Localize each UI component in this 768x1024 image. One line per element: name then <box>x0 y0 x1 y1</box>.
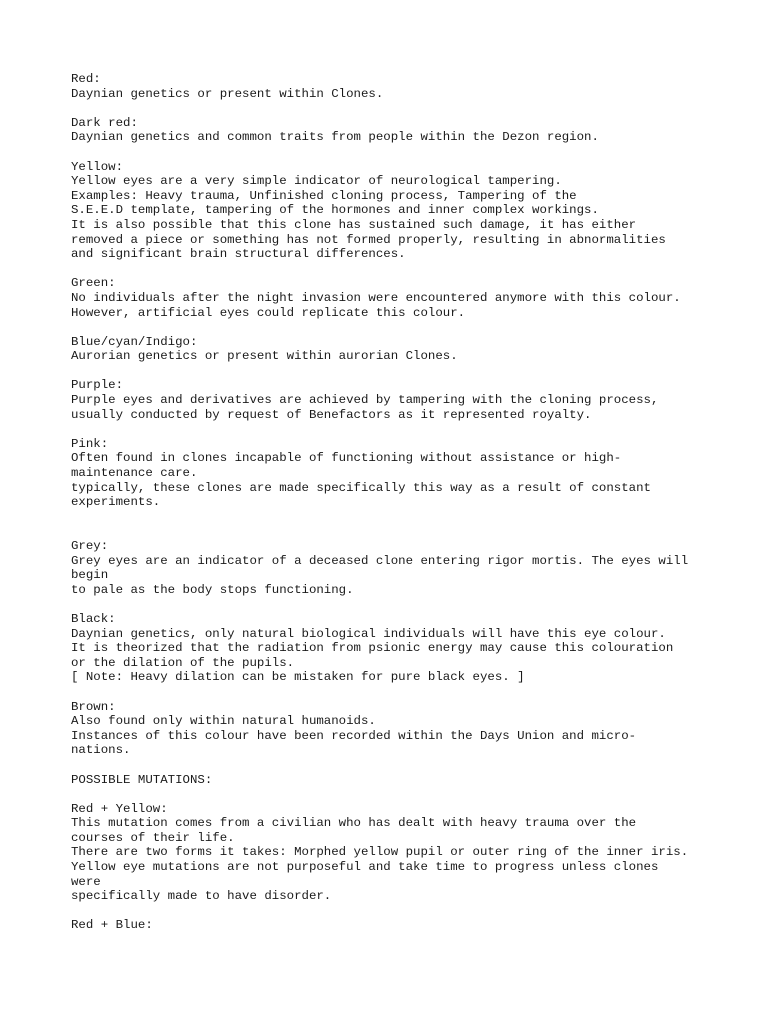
text-line: Yellow eyes are a very simple indicator of neurological tampering. <box>71 174 562 189</box>
text-line <box>71 262 731 277</box>
text-line: begin <box>71 568 109 583</box>
text-line: Also found only within natural humanoids. <box>71 714 376 729</box>
text-line: were <box>71 874 101 889</box>
text-line: [ Note: Heavy dilation can be mistaken for pure black eyes. ] <box>71 670 525 685</box>
text-line <box>71 510 731 525</box>
text-line: Green: <box>71 276 116 291</box>
text-line: Red + Blue: <box>71 918 153 933</box>
text-line: Brown: <box>71 699 116 714</box>
text-line: Purple eyes and derivatives are achieved by tampering with the cloning process, <box>71 393 659 408</box>
text-line: Often found in clones incapable of functioning without assistance or high- <box>71 451 622 466</box>
text-line: Pink: <box>71 436 109 451</box>
text-line: Daynian genetics or present within Clones. <box>71 86 384 101</box>
text-line <box>71 320 731 335</box>
text-line: Dark red: <box>71 115 138 130</box>
text-line <box>71 364 731 379</box>
text-line: typically, these clones are made specifically this way as a result of constant <box>71 480 651 495</box>
text-line: Purple: <box>71 378 124 393</box>
text-line: Yellow eye mutations are not purposeful and take time to progress unless clones <box>71 860 659 875</box>
text-line: This mutation comes from a civilian who has dealt with heavy trauma over the <box>71 816 637 831</box>
text-line: Grey: <box>71 539 109 553</box>
text-line: removed a piece or something has not formed properly, resulting in abnormalities <box>71 232 666 247</box>
text-line: Grey eyes are an indicator of a deceased clone entering rigor mortis. The eyes will <box>71 553 689 568</box>
text-line <box>71 101 731 116</box>
text-line <box>71 422 731 437</box>
text-line: Red + Yellow: <box>71 801 168 816</box>
text-line: and significant brain structural differences. <box>71 247 406 262</box>
text-line: courses of their life. <box>71 830 235 845</box>
text-line <box>71 597 731 612</box>
text-line: However, artificial eyes could replicate this colour. <box>71 305 466 320</box>
text-line <box>71 904 731 919</box>
text-line: Black: <box>71 611 116 626</box>
text-line <box>71 758 731 773</box>
text-line: POSSIBLE MUTATIONS: <box>71 772 213 787</box>
text-line: specifically made to have disorder. <box>71 889 332 904</box>
text-line: There are two forms it takes: Morphed yellow pupil or outer ring of the inner iris. <box>71 845 689 860</box>
text-line: nations. <box>71 743 131 758</box>
text-line: Daynian genetics and common traits from people within the Dezon region. <box>71 130 599 145</box>
text-line: Blue/cyan/Indigo: <box>71 334 198 349</box>
text-line <box>71 787 731 802</box>
text-line: Red: <box>71 72 101 86</box>
text-line: Aurorian genetics or present within aurorian Clones. <box>71 349 458 364</box>
text-line: It is theorized that the radiation from psionic energy may cause this colouration <box>71 641 674 656</box>
text-line: No individuals after the night invasion were encountered anymore with this colour. <box>71 290 681 305</box>
text-line <box>71 145 731 160</box>
text-line: Daynian genetics, only natural biological individuals will have this eye colour. <box>71 626 666 641</box>
text-line: or the dilation of the pupils. <box>71 655 295 670</box>
text-line: Yellow: <box>71 159 124 174</box>
text-line <box>71 524 731 539</box>
text-line: It is also possible that this clone has sustained such damage, it has either <box>71 217 637 232</box>
document-body <box>71 72 731 933</box>
text-line: usually conducted by request of Benefactors as it represented royalty. <box>71 407 592 422</box>
text-line <box>71 685 731 700</box>
text-line: Instances of this colour have been recorded within the Days Union and micro- <box>71 728 637 743</box>
text-line: to pale as the body stops functioning. <box>71 582 354 597</box>
text-line: maintenance care. <box>71 466 198 481</box>
text-line: Examples: Heavy trauma, Unfinished cloning process, Tampering of the <box>71 188 577 203</box>
text-line: S.E.E.D template, tampering of the hormones and inner complex workings. <box>71 203 599 218</box>
text-line: experiments. <box>71 495 161 510</box>
